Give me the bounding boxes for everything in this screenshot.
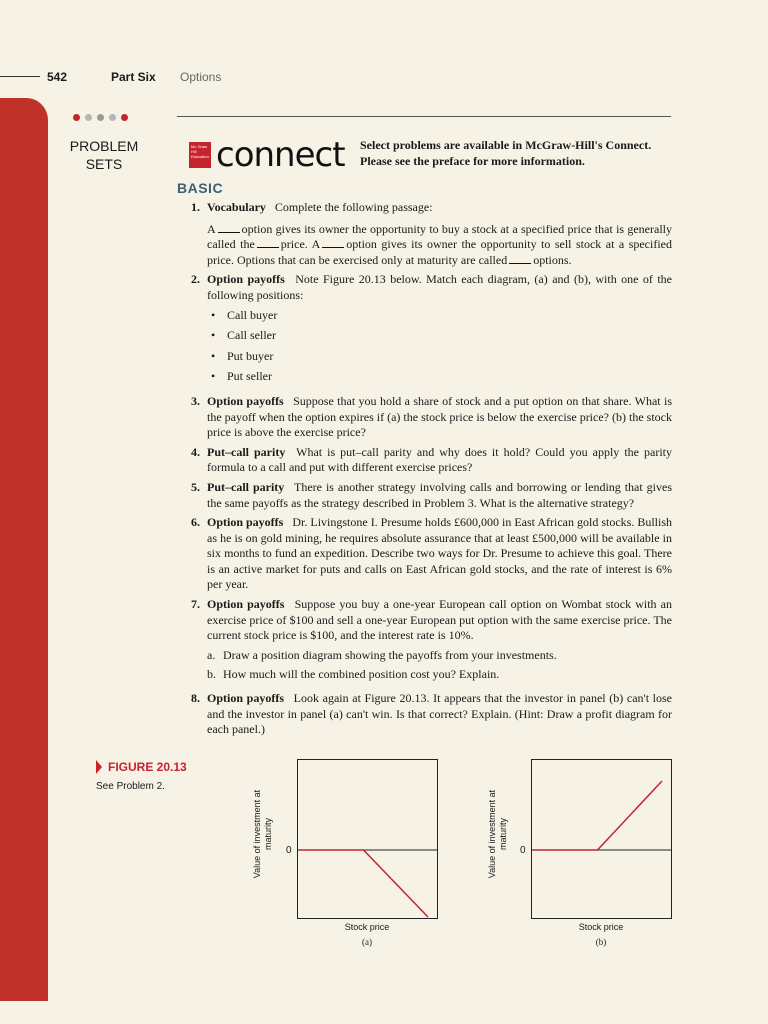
bullet-text: Call seller xyxy=(227,328,276,343)
bullet-icon: • xyxy=(211,369,216,384)
dot-icon xyxy=(73,114,80,121)
bullet-icon: • xyxy=(211,348,216,363)
problem-title: Option payoffs xyxy=(207,597,285,612)
connect-note-line2: Please see the preface for more information. xyxy=(360,153,585,168)
problem-2 xyxy=(177,272,672,390)
bullet-text: Put buyer xyxy=(227,348,274,363)
y-axis-label-b: Value of investment at maturity xyxy=(487,789,508,879)
list-item xyxy=(207,369,672,385)
section-rule xyxy=(177,116,671,117)
problem-text: Complete the following passage: xyxy=(274,200,433,214)
list-item xyxy=(207,648,672,664)
sub-questions xyxy=(207,648,672,683)
y-axis-label-a: Value of investment at maturity xyxy=(252,789,273,879)
header-rule xyxy=(0,76,40,77)
problem-3 xyxy=(177,394,672,441)
y-tick-zero-b: 0 xyxy=(520,845,526,856)
connect-note xyxy=(360,138,680,169)
problem-5 xyxy=(177,480,672,511)
figure-marker-icon xyxy=(96,760,102,774)
sub-label: a. xyxy=(207,647,216,662)
problem-number: 1. xyxy=(191,200,200,214)
figure-caption: See Problem 2. xyxy=(96,781,165,792)
problem-text: Note Figure 20.13 below. Match each diagram, (a) and (b), with one of the following positions: xyxy=(207,272,673,302)
problem-title: Vocabulary xyxy=(207,200,266,214)
bullet-icon: • xyxy=(211,307,216,322)
x-axis-label-a: Stock price xyxy=(344,922,390,932)
plot-frame xyxy=(298,760,438,919)
problem-number: 4. xyxy=(191,444,200,459)
problem-passage xyxy=(207,222,672,269)
problem-title: Option payoffs xyxy=(207,515,284,530)
list-item xyxy=(207,328,672,344)
figure-title xyxy=(96,760,187,774)
problem-number: 6. xyxy=(191,515,200,530)
problem-6 xyxy=(177,515,672,593)
problem-8 xyxy=(177,691,672,738)
passage-text: option gives its owner the opportunity to sell stock at a specified price. Options that can be exercised only at maturity are called xyxy=(207,237,673,267)
problem-title: Option payoffs xyxy=(207,393,284,408)
sub-text: Draw a position diagram showing the payoffs from your investments. xyxy=(223,647,557,662)
problem-number: 5. xyxy=(191,479,200,494)
connect-wordmark: connect xyxy=(216,135,345,175)
list-item xyxy=(207,308,672,324)
panel-label-b: (b) xyxy=(595,937,607,947)
problem-text: There is another strategy involving calls and borrowing or lending that gives the same payoffs as the strategy described in Problem 3. What is the alternative strategy? xyxy=(207,479,672,510)
page-number: 542 xyxy=(47,70,68,84)
blank-line xyxy=(509,254,531,264)
payoff-chart-a xyxy=(297,759,438,919)
problem-text: Suppose that you hold a share of stock and a put option on that share. What is the payoff when the option expires if (a) the stock price is below the exercise price? (b) the stock price is above the exercise price? xyxy=(207,393,672,440)
problem-4 xyxy=(177,445,672,476)
dot-icon xyxy=(109,114,116,121)
passage-text: option gives its owner the opportunity to buy a stock at a specified price that is generally called the xyxy=(207,221,672,252)
problem-text: Look again at Figure 20.13. It appears that the investor in panel (b) can't lose and the investor in panel (a) can't win. Is that correct? Explain. (Hint: Draw a profit diagram for each panel.) xyxy=(207,691,672,737)
passage-text: price. A xyxy=(280,237,321,252)
payoff-series-line xyxy=(299,850,428,917)
x-axis-label-b: Stock price xyxy=(578,922,624,932)
dot-icon xyxy=(97,114,104,121)
passage-text: A xyxy=(207,221,216,236)
problem-sets-line2: SETS xyxy=(85,156,123,172)
connect-note-line1: Select problems are available in McGraw-Hill's Connect. xyxy=(360,138,652,152)
bullet-icon: • xyxy=(211,328,216,343)
basic-heading: BASIC xyxy=(177,180,224,196)
panel-label-a: (a) xyxy=(362,937,372,947)
problem-sets-line1: PROBLEM xyxy=(69,138,139,154)
problem-title: Option payoffs xyxy=(207,691,284,706)
problem-7 xyxy=(177,597,672,687)
problem-text: Suppose you buy a one-year European call option on Wombat stock with an exercise price of $100 and sell a one-year European put option with the same exercise price. The current stock price is $100, and the interest rate is 10%. xyxy=(207,597,672,643)
problem-title: Put–call parity xyxy=(207,444,286,459)
decorative-dots xyxy=(73,114,128,121)
section-label: Options xyxy=(180,70,222,84)
part-label: Part Six xyxy=(111,70,156,84)
mcgraw-hill-badge-icon: Mc Graw Hill Education xyxy=(189,142,211,168)
problem-title: Option payoffs xyxy=(207,272,285,287)
plot-frame xyxy=(532,760,672,919)
figure-title-text: FIGURE 20.13 xyxy=(108,760,187,774)
blank-line xyxy=(257,238,279,248)
position-bullets xyxy=(207,308,672,385)
problem-number: 3. xyxy=(191,393,200,408)
bullet-text: Put seller xyxy=(227,369,272,384)
problem-number: 8. xyxy=(191,691,200,706)
red-side-tab xyxy=(0,98,48,1001)
blank-line xyxy=(218,223,240,233)
sub-text: How much will the combined position cost you? Explain. xyxy=(223,667,500,682)
bullet-text: Call buyer xyxy=(227,307,278,322)
blank-line xyxy=(322,238,344,248)
problem-1 xyxy=(177,200,672,268)
payoff-series-line xyxy=(533,781,662,850)
payoff-chart-b xyxy=(531,759,672,919)
problem-title: Put–call parity xyxy=(207,479,285,494)
problem-text: What is put–call parity and why does it hold? Could you apply the parity formula to a call and put with different exercise prices? xyxy=(207,444,672,475)
problem-number: 2. xyxy=(191,272,200,287)
problem-text: Dr. Livingstone I. Presume holds £600,000 in East African gold stocks. Bullish as he is on gold mining, he requires absolute assurance that at least £500,000 will be available in six months to fund an expedition. Describe two ways for Dr. Presume to achieve this goal. There is an active market for puts and calls on East African gold stocks, and the rate of interest is 6% per year. xyxy=(207,515,672,592)
problem-number: 7. xyxy=(191,597,200,612)
y-tick-zero-a: 0 xyxy=(286,845,292,856)
problem-sets-heading xyxy=(56,137,152,173)
problem-list xyxy=(177,200,672,742)
dot-icon xyxy=(121,114,128,121)
list-item xyxy=(207,349,672,365)
sub-label: b. xyxy=(207,667,216,682)
list-item xyxy=(207,667,672,683)
passage-text: options. xyxy=(533,252,572,267)
dot-icon xyxy=(85,114,92,121)
connect-logo xyxy=(189,135,345,175)
bottom-band xyxy=(48,1001,768,1024)
